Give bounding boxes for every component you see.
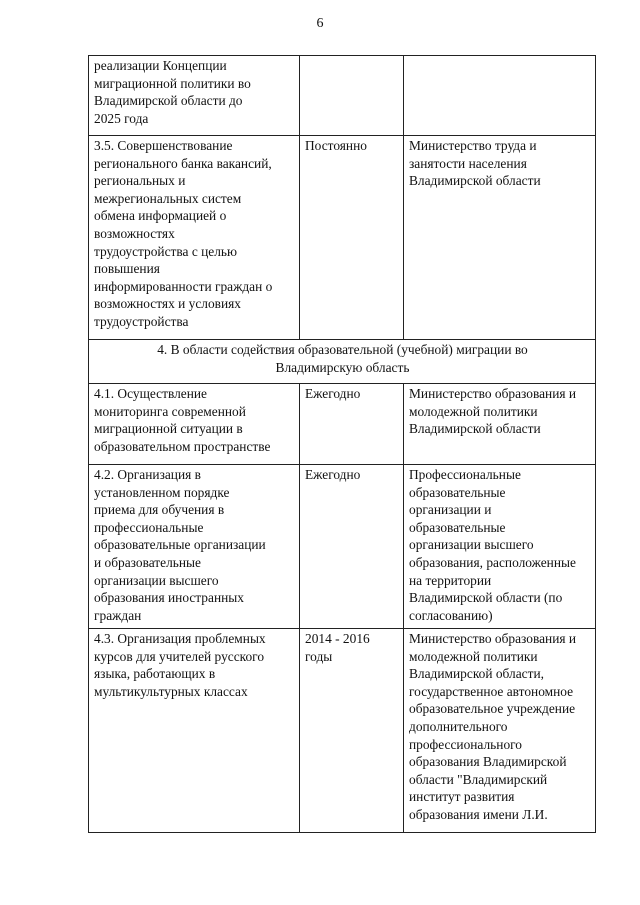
executor-cell-line: Министерство образования и — [409, 631, 577, 646]
action-cell — [89, 384, 300, 465]
executor-cell — [404, 56, 596, 136]
period-cell — [300, 136, 404, 340]
section-title-cell-line: Владимирскую область — [275, 359, 410, 375]
action-cell-line: Владимирской области до — [94, 93, 243, 109]
table-row — [89, 56, 596, 136]
executor-cell — [404, 629, 596, 833]
executor-cell — [404, 136, 596, 340]
executor-cell-line: образования, расположенные — [409, 554, 576, 570]
action-cell-line: установленном порядке — [94, 484, 230, 500]
action-cell-line: информированности граждан о — [94, 278, 273, 294]
executor-cell-line: образования Владимирской — [409, 754, 567, 770]
action-cell-line: 4.1. Осуществление — [94, 386, 207, 401]
action-cell-line: миграционной ситуации в — [94, 421, 243, 437]
executor-cell-line: образования имени Л.И. — [409, 806, 548, 822]
action-cell-line: организации высшего — [94, 572, 219, 588]
executor-cell — [404, 465, 596, 629]
section-title-cell-line: 4. В области содействия образовательной (учебной) миграции во — [157, 342, 528, 357]
executor-cell-line: молодежной политики — [409, 648, 538, 664]
action-cell-line: мониторинга современной — [94, 403, 246, 419]
action-cell-line: образования иностранных — [94, 590, 244, 606]
action-cell-line: мультикультурных классах — [94, 683, 248, 699]
measures-table-body — [89, 56, 596, 833]
section-header-row — [89, 340, 596, 384]
period-cell-line: годы — [305, 648, 333, 664]
table-row — [89, 465, 596, 629]
action-cell-line: 3.5. Совершенствование — [94, 138, 233, 153]
section-title-cell — [89, 340, 596, 384]
action-cell — [89, 56, 300, 136]
executor-cell — [404, 384, 596, 465]
action-cell — [89, 136, 300, 340]
executor-cell-line: Владимирской области — [409, 421, 541, 437]
executor-cell-line: Владимирской области, — [409, 666, 544, 682]
executor-cell-line: области "Владимирский — [409, 771, 548, 787]
executor-cell-line: Министерство образования и — [409, 386, 577, 401]
action-cell-line: трудоустройства с целью — [94, 243, 238, 259]
executor-cell-line: профессионального — [409, 736, 522, 752]
executor-cell-line: Профессиональные — [409, 467, 521, 482]
action-cell-line: повышения — [94, 261, 160, 277]
executor-cell-line: дополнительного — [409, 718, 508, 734]
executor-cell-line: занятости населения — [409, 155, 527, 171]
action-cell-line: миграционной политики во — [94, 75, 251, 91]
action-cell-line: возможностях и условиях — [94, 296, 242, 312]
action-cell — [89, 629, 300, 833]
period-cell — [300, 629, 404, 833]
action-cell-line: возможностях — [94, 225, 175, 241]
table-row — [89, 136, 596, 340]
action-cell-line: обмена информацией о — [94, 208, 227, 224]
executor-cell-line: Владимирской области (по — [409, 590, 563, 606]
table-row — [89, 384, 596, 465]
action-cell-line: языка, работающих в — [94, 666, 216, 682]
executor-cell-line: Министерство труда и — [409, 138, 537, 153]
measures-table — [88, 55, 596, 833]
action-cell-line: региональных и — [94, 173, 186, 189]
action-cell-line: реализации Концепции — [94, 58, 227, 73]
executor-cell-line: организации высшего — [409, 537, 534, 553]
executor-cell-line: институт развития — [409, 789, 515, 805]
executor-cell-line: согласованию) — [409, 607, 493, 623]
period-cell — [300, 465, 404, 629]
action-cell — [89, 465, 300, 629]
action-cell-line: граждан — [94, 607, 142, 623]
action-cell-line: образовательные организации — [94, 537, 266, 553]
executor-cell-line: на территории — [409, 572, 492, 588]
period-cell-line: Ежегодно — [305, 467, 361, 482]
executor-cell-line: организации и — [409, 502, 492, 518]
table-row — [89, 629, 596, 833]
page-number: 6 — [316, 16, 324, 31]
action-cell-line: межрегиональных систем — [94, 190, 242, 206]
action-cell-line: образовательном пространстве — [94, 438, 271, 454]
executor-cell-line: образовательные — [409, 484, 506, 500]
action-cell-line: 4.3. Организация проблемных — [94, 631, 266, 646]
executor-cell-line: государственное автономное — [409, 683, 574, 699]
action-cell-line: 4.2. Организация в — [94, 467, 201, 482]
period-cell-line: 2014 - 2016 — [305, 631, 370, 646]
action-cell-line: 2025 года — [94, 110, 149, 126]
action-cell-line: приема для обучения в — [94, 502, 225, 518]
action-cell-line: трудоустройства — [94, 313, 189, 329]
action-cell-line: и образовательные — [94, 554, 202, 570]
period-cell — [300, 56, 404, 136]
action-cell-line: профессиональные — [94, 519, 204, 535]
period-cell — [300, 384, 404, 465]
period-cell-line: Ежегодно — [305, 386, 361, 401]
period-cell-line: Постоянно — [305, 138, 367, 153]
action-cell-line: регионального банка вакансий, — [94, 155, 272, 171]
executor-cell-line: образовательное учреждение — [409, 701, 576, 717]
executor-cell-line: образовательные — [409, 519, 506, 535]
executor-cell-line: молодежной политики — [409, 403, 538, 419]
executor-cell-line: Владимирской области — [409, 173, 541, 189]
action-cell-line: курсов для учителей русского — [94, 648, 265, 664]
